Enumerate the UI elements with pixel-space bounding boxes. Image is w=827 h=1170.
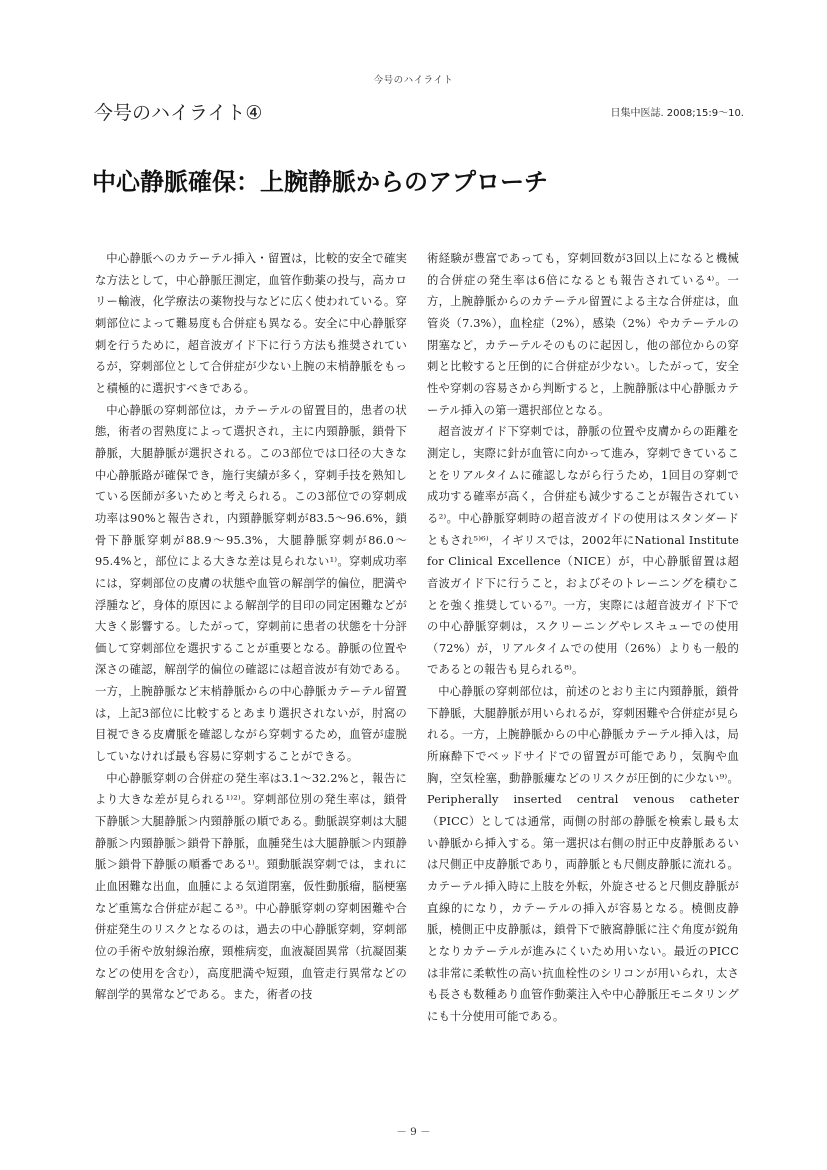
running-head: 今号のハイライト — [373, 75, 454, 86]
paragraph: 術経験が豊富であっても，穿刺回数が3回以上になると機械的合併症の発生率は6倍になるとも報告されている⁴⁾。一方，上腕静脈からのカテーテル留置による主な合併症は，血管炎（7.3%），血栓症（2%），感染（2%）やカテーテルの閉塞など，カテーテルそのものに起因し，他の部位からの穿刺と比較すると圧倒的に合併症が少ない。したがって，安全性や穿刺の容易さから判断すると，上腕静脈は中心静脈カテーテル挿入の第一選択部位となる。 — [427, 252, 739, 417]
article-title: 中心静脈確保：上腕静脈からのアプローチ — [92, 168, 548, 196]
journal-citation: 日集中医誌. 2008;15:9～10. — [610, 108, 744, 119]
paragraph: 中心静脈の穿刺部位は，前述のとおり主に内頸静脈，鎖骨下静脈，大腿静脈が用いられるが，穿刺困難や合併症が見られる。一方，上腕静脈からの中心静脈カテーテル挿入は，局所麻酔下でベッドサイドでの留置が可能であり，気胸や血胸，空気栓塞，動静脈瘻などのリスクが圧倒的に少ない⁹⁾。Peripherally inserted central venous catheter（PICC）としては通常，両側の肘部の静脈を検索し最も太い静脈から挿入する。第一選択は右側の肘正中皮静脈あるいは尺側正中皮静脈であり，両静脈とも尺側皮静脈に流れる。カテーテル挿入時に上肢を外転，外旋させると尺側皮静脈が直線的になり，カテーテルの挿入が容易となる。橈側皮静脈，橈側正中皮静脈は，鎖骨下で腋窩静脈に注ぐ角度が鋭角となりカテーテルが進みにくいため用いない。最近のPICCは非常に柔軟性の高い抗血栓性のシリコンが用いられ，太さも長さも数種あり血管作動薬注入や中心静脈圧モニタリングにも十分使用可能である。 — [427, 685, 739, 1023]
section-title: 今号のハイライト④ — [94, 102, 263, 124]
paragraph: 中心静脈穿刺の合併症の発生率は3.1～32.2%と，報告により大きな差が見られる¹⁾²⁾。穿刺部位別の発生率は，鎖骨下静脈＞大腿静脈＞内頸静脈の順である。動脈誤穿刺は大腿静脈＞内頸静脈＞鎖骨下静脈，血腫発生は大腿静脈＞内頸静脈＞鎖骨下静脈の順番である¹⁾。頸動脈誤穿刺では，まれに止血困難な出血，血腫による気道閉塞，仮性動脈瘤，脳梗塞など重篤な合併症が起こる³⁾。中心静脈穿刺の穿刺困難や合併症発生のリスクとなるのは，過去の中心静脈穿刺，穿刺部位の手術や放射線治療，頸椎病変，血液凝固異常（抗凝固薬などの使用を含む），高度肥満や短頸，血管走行異常などの解剖学的異常などである。また，術者の技 — [95, 771, 407, 1002]
paragraph: 中心静脈の穿刺部位は，カテーテルの留置目的，患者の状態，術者の習熟度によって選択され，主に内頸静脈，鎖骨下静脈，大腿静脈が選択される。この3部位では口径の大きな中心静脈路が確保でき，施行実績が多く，穿刺手技を熟知している医師が多いためと考えられる。この3部位での穿刺成功率は90%と報告され，内頸静脈穿刺が83.5～96.6%，鎖骨下静脈穿刺が88.9～95.3%，大腿静脈穿刺が86.0～95.4%と，部位による大きな差は見られない¹⁾。穿刺成功率には，穿刺部位の皮膚の状態や血管の解剖学的偏位，肥満や浮腫など，身体的原因による解剖学的目印の同定困難などが大きく影響する。したがって，穿刺前に患者の状態を十分評価して穿刺部位を選択することが重要となる。静脈の位置や深さの確認，解剖学的偏位の確認には超音波が有効である。一方，上腕静脈など末梢静脈からの中心静脈カテーテル留置は，上記3部位に比較するとあまり選択されないが，肘窩の目視できる皮膚脈を確認しながら穿刺するため，血管が虚脱していなければ最も容易に穿刺することができる。 — [95, 403, 407, 764]
paragraph: 中心静脈へのカテーテル挿入・留置は，比較的安全で確実な方法として，中心静脈圧測定，血管作動薬の投与，高カロリー輸液，化学療法の薬物投与などに広く使われている。穿刺部位によって難易度も合併症も異なる。安全に中心静脈穿刺を行うために，超音波ガイド下に行う方法も推奨されているが，穿刺部位として合併症が少ない上腕の末梢静脈をもっと積極的に選択すべきである。 — [95, 252, 407, 395]
right-column — [427, 248, 739, 1028]
left-column — [95, 248, 407, 1006]
paragraph: 超音波ガイド下穿刺では，静脈の位置や皮膚からの距離を測定し，実際に針が血管に向かって進み，穿刺できていることをリアルタイムに確認しながら行うため，1回目の穿刺で成功する確率が高く，合併症も減少することが報告されている²⁾。中心静脈穿刺時の超音波ガイドの使用はスタンダードともされ⁵⁾⁶⁾，イギリスでは，2002年にNational Institute for Clinical Excellence（NICE）が，中心静脈留置は超音波ガイド下に行うこと，およびそのトレーニングを積むことを強く推奨している⁷⁾。一方，実際には超音波ガイド下での中心静脈穿刺は，スクリーニングやレスキューでの使用（72%）が，リアルタイムでの使用（26%）よりも一般的であるとの報告も見られる⁸⁾。 — [427, 425, 739, 677]
page-number: － 9 － — [396, 1126, 431, 1138]
